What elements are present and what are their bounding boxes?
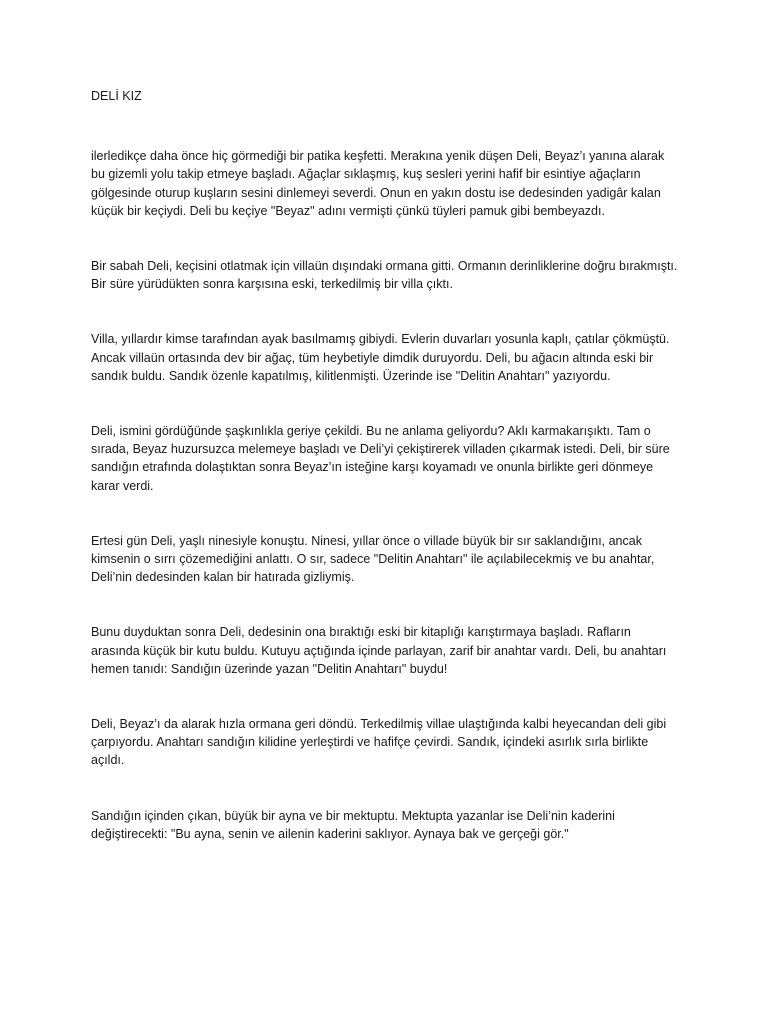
paragraph: Deli, Beyaz’ı da alarak hızla ormana geri döndü. Terkedilmiş villae ulaştığında kalbi heyecandan deli gibi çarpıyordu. Anahtarı sandığın kilidine yerleştirdi ve hafifçe çevirdi. Sandık, içindeki asırlık sırla birlikte açıldı. [91, 717, 667, 768]
paragraph: ilerledikçe daha önce hiç görmediği bir patika keşfetti. Merakına yenik düşen Deli, Beyaz’ı yanına alarak bu gizemli yolu takip etmeye başladı. Ağaçlar sıklaşmış, kuş sesleri yerini hafif bir esintiye ağaçların gölgesinde oturup kuşların sesini dinlemeyi severdi. Onun en yakın dostu ise dedesinden yadigâr kalan küçük bir keçiydi. Deli bu keçiye "Beyaz" adını vermişti çünkü tüyleri pamuk gibi bembeyazdı. [91, 149, 665, 218]
paragraph: Ertesi gün Deli, yaşlı ninesiyle konuştu. Ninesi, yıllar önce o villade büyük bir sır saklandığını, ancak kimsenin o sırrı çözemediğini anlattı. O sır, sadece "Delitin Anahtarı" ile açılabilecekmiş ve bu anahtar, Deli’nin dedesinden kalan bir hatırada gizliymiş. [91, 533, 655, 585]
paragraph: Sandığın içinden çıkan, büyük bir ayna ve bir mektuptu. Mektupta yazanlar ise Deli’nin kaderini değiştirecekti: "Bu ayna, senin ve ailenin kaderini saklıyor. Aynaya bak ve gerçeği gör." [91, 808, 615, 841]
paragraph: Bir sabah Deli, keçisini otlatmak için villaün dışındaki ormana gitti. Ormanın derinliklerine doğru bırakmıştı. Bir süre yürüdükten sonra karşısına eski, terkedilmiş bir villa çıktı. [91, 259, 678, 292]
paragraph: Villa, yıllardır kimse tarafından ayak basılmamış gibiydi. Evlerin duvarları yosunla kaplı, çatılar çökmüştü. Ancak villaün ortasında dev bir ağaç, tüm heybetiyle dimdik duruyordu. Deli, bu ağacın altında eski bir sandık buldu. Sandık özenle kapatılmış, kilitlenmişti. Üzerinde ise "Delitin Anahtarı" yazıyordu. [91, 332, 670, 383]
document-body [91, 87, 681, 880]
document-title: DELİ KIZ [91, 89, 142, 103]
paragraph: Bunu duyduktan sonra Deli, dedesinin ona bıraktığı eski bir kitaplığı karıştırmaya başladı. Rafların arasında küçük bir kutu buldu. Kutuyu açtığında içinde parlayan, zarif bir anahtar vardı. Deli, bu anahtarı hemen tanıdı: Sandığın üzerinde yazan "Delitin Anahtarı" buydu! [91, 625, 667, 676]
paragraph: Deli, ismini gördüğünde şaşkınlıkla geriye çekildi. Bu ne anlama geliyordu? Aklı karmakarışıktı. Tam o sırada, Beyaz huzursuzca melemeye başladı ve Deli’yi çekiştirerek villaden çıkarmak istedi. Deli, bir süre sandığın etrafında dolaştıktan sonra Beyaz’ın isteğine karşı koyamadı ve onunla birlikte geri dönmeye karar verdi. [91, 424, 670, 493]
